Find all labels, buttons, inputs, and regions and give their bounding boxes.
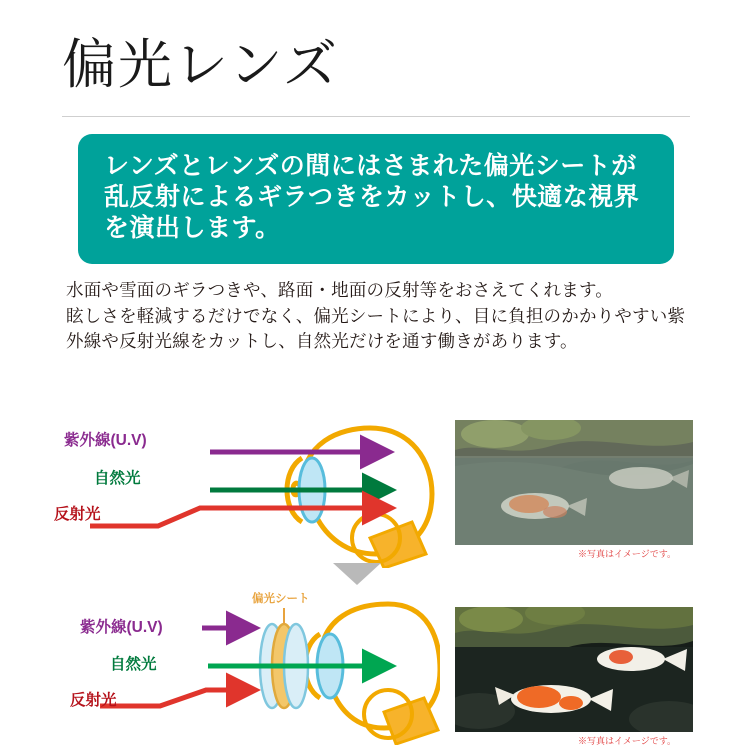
body-copy: [66, 278, 686, 355]
diagram-with-polarized: [40, 590, 440, 745]
page-title: 偏光レンズ: [62, 35, 340, 95]
callout-line-3: を演出します。: [104, 214, 281, 242]
diagram-without-polarized: [40, 418, 440, 568]
label-polarized-sheet: 偏光シート: [252, 593, 310, 605]
down-arrow: [333, 563, 381, 585]
label-reflected-light-top: 反射光: [54, 506, 101, 523]
photo-clear: [455, 607, 693, 732]
label-reflected-light-bottom: 反射光: [70, 692, 117, 709]
label-natural-light-bottom: 自然光: [110, 656, 157, 673]
title-divider: [62, 116, 690, 117]
highlight-callout: [78, 134, 674, 264]
label-uv-top: 紫外線(U.V): [64, 432, 147, 449]
callout-line-2: 乱反射によるギラつきをカットし、快適な視界: [104, 183, 640, 211]
photo-caption-top: ※写真はイメージです。: [578, 549, 677, 559]
photo-clear-image: [455, 607, 693, 732]
photo-caption-bottom: ※写真はイメージです。: [578, 736, 677, 746]
body-paragraph-1: 水面や雪面のギラつきや、路面・地面の反射等をおさえてくれます。: [66, 280, 613, 300]
label-natural-light-top: 自然光: [94, 470, 141, 487]
callout-line-1: レンズとレンズの間にはさまれた偏光シートが: [104, 152, 637, 180]
label-uv-bottom: 紫外線(U.V): [80, 619, 163, 636]
photo-glare: [455, 420, 693, 545]
body-paragraph-2: 眩しさを軽減するだけでなく、偏光シートにより、目に負担のかかりやすい紫外線や反射光線をカットし、自然光だけを通す働きがあります。: [66, 305, 686, 351]
photo-glare-image: [455, 420, 693, 545]
eye-diagram-bottom-svg: [40, 590, 440, 745]
